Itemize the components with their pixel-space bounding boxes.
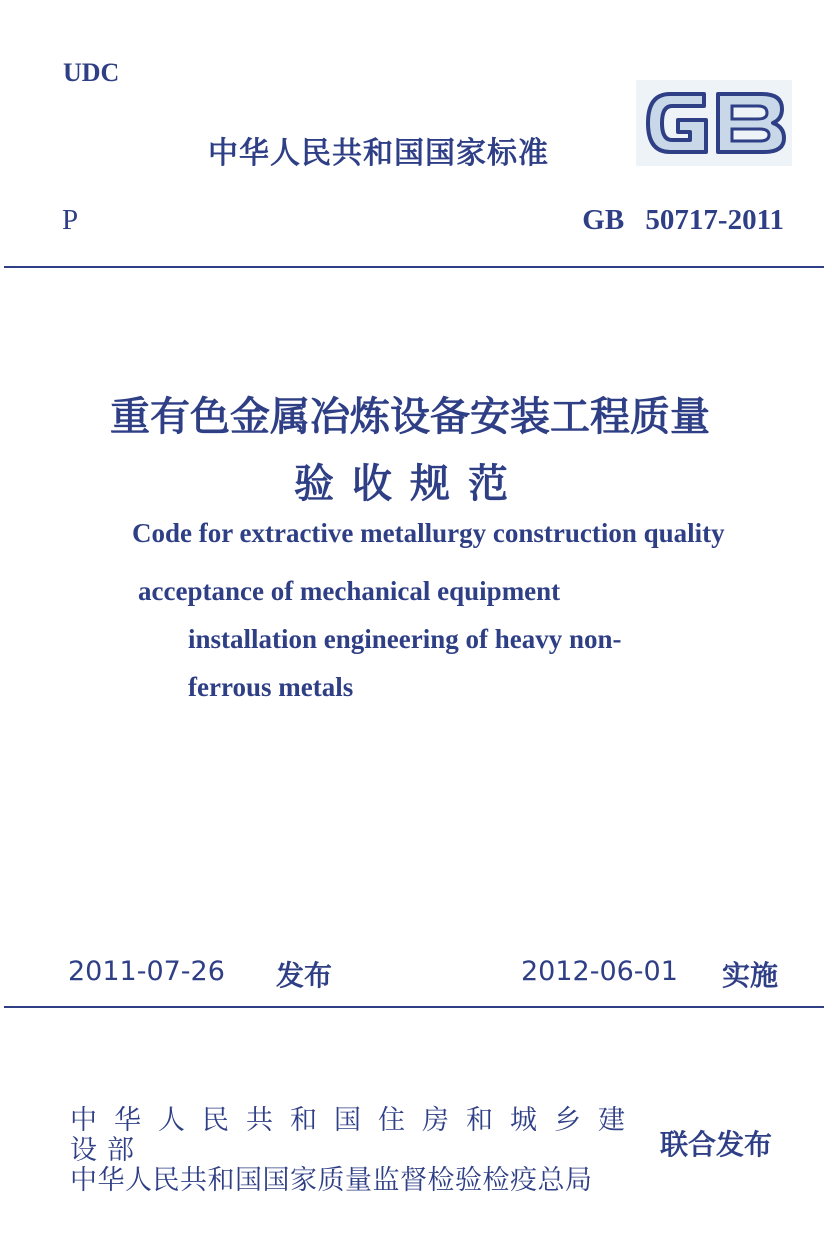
issuer-line1: 中华人民共和国住房和城乡建 xyxy=(70,1105,642,1136)
issuer-line2: 设部 xyxy=(70,1135,144,1166)
release-label: 发布 xyxy=(276,959,333,992)
english-title-line2: acceptance of mechanical equipment xyxy=(138,576,561,606)
category-code: P xyxy=(62,204,79,236)
chinese-title-line2: 验收规范 xyxy=(294,461,526,507)
udc-label: UDC xyxy=(63,58,120,87)
top-divider xyxy=(4,266,824,268)
effective-date: 2012-06-01 xyxy=(521,956,678,987)
english-title-line4: ferrous metals xyxy=(188,672,354,702)
issuer-line3: 中华人民共和国国家质量监督检验检疫总局 xyxy=(70,1165,593,1196)
bottom-divider xyxy=(4,1006,824,1008)
release-date: 2011-07-26 xyxy=(68,956,225,987)
gb-logo xyxy=(636,80,792,166)
english-title-line3: installation engineering of heavy non- xyxy=(188,624,622,654)
joint-release-label: 联合发布 xyxy=(660,1128,773,1161)
standard-number: GB 50717-2011 xyxy=(582,204,784,236)
chinese-title-line1: 重有色金属冶炼设备安装工程质量 xyxy=(110,394,710,440)
effective-label: 实施 xyxy=(722,959,779,992)
gb-logo-icon xyxy=(636,80,792,166)
standard-type-title: 中华人民共和国国家标准 xyxy=(208,136,549,171)
english-title-line1: Code for extractive metallurgy construction quality xyxy=(132,518,725,548)
